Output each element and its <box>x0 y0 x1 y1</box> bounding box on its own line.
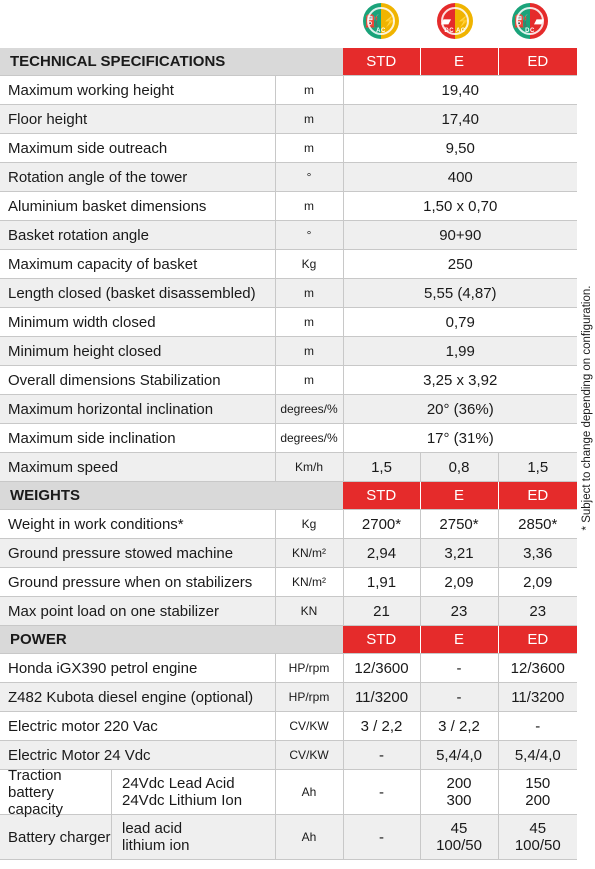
spec-label: Honda iGX390 petrol engine <box>0 654 275 683</box>
table-row <box>0 308 577 337</box>
type-line: 24Vdc Lead Acid <box>122 775 235 792</box>
spec-label: Electric motor 220 Vac <box>0 712 275 741</box>
spec-label-types <box>112 775 242 809</box>
spec-label: Maximum capacity of basket <box>0 250 275 279</box>
table-row <box>0 712 577 741</box>
spec-label: Minimum width closed <box>0 308 275 337</box>
spec-label: Maximum working height <box>0 76 275 105</box>
spec-unit: m <box>275 76 343 105</box>
spec-unit: Ah <box>275 770 343 815</box>
table-row <box>0 597 577 626</box>
table-row <box>0 250 577 279</box>
ed-hybrid-icon: ⛽ ▰ DC <box>512 3 548 39</box>
col-header-ed: ED <box>498 48 577 76</box>
spec-value-std: 3 / 2,2 <box>343 712 420 741</box>
spec-value: 1,99 <box>343 337 577 366</box>
spec-value: 90+90 <box>343 221 577 250</box>
spec-label: Length closed (basket disassembled) <box>0 279 275 308</box>
type-line: lithium ion <box>122 837 190 854</box>
spec-unit: KN/m² <box>275 539 343 568</box>
type-line: lead acid <box>122 820 183 837</box>
col-header-ed: ED <box>498 482 577 510</box>
spec-label: Overall dimensions Stabilization <box>0 366 275 395</box>
spec-value-e: 23 <box>420 597 498 626</box>
battery-icon: ▰ <box>530 3 548 39</box>
fuel-pump-icon: ⛽ <box>512 3 530 39</box>
spec-unit: m <box>275 134 343 163</box>
spec-value-std: - <box>343 741 420 770</box>
value-line: 150 <box>525 775 551 792</box>
spec-unit: Kg <box>275 250 343 279</box>
spec-value-std: 2,94 <box>343 539 420 568</box>
section-title: POWER <box>0 626 343 654</box>
col-header-std: STD <box>343 48 420 76</box>
col-header-std: STD <box>343 626 420 654</box>
spec-label: Maximum side outreach <box>0 134 275 163</box>
spec-label: Basket rotation angle <box>0 221 275 250</box>
spec-label: Ground pressure stowed machine <box>0 539 275 568</box>
table-row <box>0 741 577 770</box>
spec-value: 0,79 <box>343 308 577 337</box>
spec-label: Weight in work conditions* <box>0 510 275 539</box>
spec-value-e: 3,21 <box>420 539 498 568</box>
value-line: 100/50 <box>514 837 561 854</box>
spec-table <box>0 48 577 860</box>
spec-unit: HP/rpm <box>275 654 343 683</box>
type-line: 24Vdc Lithium Ion <box>122 792 243 809</box>
spec-label: Electric Motor 24 Vdc <box>0 741 275 770</box>
col-header-e: E <box>420 48 498 76</box>
col-header-ed: ED <box>498 626 577 654</box>
spec-unit: KN/m² <box>275 568 343 597</box>
spec-unit: Kg <box>275 510 343 539</box>
spec-value-e: 0,8 <box>420 453 498 482</box>
spec-unit: HP/rpm <box>275 683 343 712</box>
spec-value: 400 <box>343 163 577 192</box>
spec-value-ed <box>498 770 577 815</box>
table-row <box>0 279 577 308</box>
label-line: Traction battery <box>8 766 62 801</box>
table-row <box>0 221 577 250</box>
spec-unit: m <box>275 366 343 395</box>
table-row <box>0 654 577 683</box>
spec-unit: m <box>275 279 343 308</box>
spec-label: Max point load on one stabilizer <box>0 597 275 626</box>
spec-value-ed: 2850* <box>498 510 577 539</box>
table-row <box>0 366 577 395</box>
spec-unit: m <box>275 192 343 221</box>
spec-value-ed: 11/3200 <box>498 683 577 712</box>
spec-value: 9,50 <box>343 134 577 163</box>
lightning-icon: ⚡ <box>455 3 473 39</box>
spec-label-main <box>0 815 112 859</box>
spec-value: 1,50 x 0,70 <box>343 192 577 221</box>
spec-value: 17,40 <box>343 105 577 134</box>
spec-value-std: 21 <box>343 597 420 626</box>
spec-label: Minimum height closed <box>0 337 275 366</box>
section-title: TECHNICAL SPECIFICATIONS <box>0 48 343 76</box>
spec-label: Aluminium basket dimensions <box>0 192 275 221</box>
spec-label-main <box>0 766 112 818</box>
e-electric-icon: ▰ ⚡ DC AC <box>437 3 473 39</box>
col-header-e: E <box>420 482 498 510</box>
spec-unit: ° <box>275 221 343 250</box>
value-line: 200 <box>446 775 472 792</box>
spec-value-ed: - <box>498 712 577 741</box>
spec-unit: KN <box>275 597 343 626</box>
value-line: 100/50 <box>436 837 482 854</box>
fuel-pump-icon: ⛽ <box>363 3 381 39</box>
table-row <box>0 770 577 815</box>
spec-label <box>0 815 275 860</box>
spec-value-std: 12/3600 <box>343 654 420 683</box>
section-header-technical <box>0 48 577 76</box>
spec-unit: m <box>275 308 343 337</box>
spec-value-std: - <box>343 815 420 860</box>
table-row <box>0 453 577 482</box>
label-line: capacity <box>8 800 64 818</box>
spec-value-e: 2,09 <box>420 568 498 597</box>
spec-unit: degrees/% <box>275 424 343 453</box>
table-row <box>0 424 577 453</box>
table-row <box>0 192 577 221</box>
spec-value: 19,40 <box>343 76 577 105</box>
table-row <box>0 76 577 105</box>
section-title: WEIGHTS <box>0 482 343 510</box>
spec-value: 20° (36%) <box>343 395 577 424</box>
section-header-power <box>0 626 577 654</box>
spec-value-e: - <box>420 683 498 712</box>
spec-value: 250 <box>343 250 577 279</box>
table-row <box>0 105 577 134</box>
table-row <box>0 539 577 568</box>
value-line: 45 <box>529 820 547 837</box>
std-hybrid-icon: ⛽ ⚡ AC <box>363 3 399 39</box>
spec-value-e: 5,4/4,0 <box>420 741 498 770</box>
value-line: 45 <box>450 820 468 837</box>
spec-unit: ° <box>275 163 343 192</box>
label-line: Battery charger <box>8 828 111 846</box>
spec-unit: m <box>275 105 343 134</box>
section-header-weights <box>0 482 577 510</box>
spec-label: Ground pressure when on stabilizers <box>0 568 275 597</box>
table-row <box>0 134 577 163</box>
spec-unit: m <box>275 337 343 366</box>
col-header-e: E <box>420 626 498 654</box>
spec-label <box>0 766 275 818</box>
spec-value-std: - <box>343 770 420 815</box>
table-row <box>0 337 577 366</box>
spec-value-std: 11/3200 <box>343 683 420 712</box>
spec-label: Maximum horizontal inclination <box>0 395 275 424</box>
spec-value-ed: 2,09 <box>498 568 577 597</box>
spec-value-e: 3 / 2,2 <box>420 712 498 741</box>
table-row <box>0 510 577 539</box>
spec-label-types <box>112 820 190 854</box>
table-row <box>0 683 577 712</box>
spec-value-ed: 5,4/4,0 <box>498 741 577 770</box>
value-line: 200 <box>525 792 551 809</box>
spec-value-e <box>420 770 498 815</box>
value-line: 300 <box>446 792 472 809</box>
spec-unit: Ah <box>275 815 343 860</box>
spec-value: 3,25 x 3,92 <box>343 366 577 395</box>
spec-value-std: 1,5 <box>343 453 420 482</box>
spec-value: 17° (31%) <box>343 424 577 453</box>
spec-value-ed: 23 <box>498 597 577 626</box>
spec-value-ed: 3,36 <box>498 539 577 568</box>
fuel-type-icons <box>0 0 595 48</box>
spec-value: 5,55 (4,87) <box>343 279 577 308</box>
col-header-std: STD <box>343 482 420 510</box>
spec-value-e: 2750* <box>420 510 498 539</box>
table-row <box>0 815 577 860</box>
footnote-vertical: * Subject to change depending on configuration. <box>580 285 593 531</box>
spec-value-ed: 12/3600 <box>498 654 577 683</box>
spec-label: Floor height <box>0 105 275 134</box>
spec-label: Maximum side inclination <box>0 424 275 453</box>
spec-label: Maximum speed <box>0 453 275 482</box>
table-row <box>0 395 577 424</box>
spec-unit: Km/h <box>275 453 343 482</box>
table-row <box>0 568 577 597</box>
spec-value-e <box>420 815 498 860</box>
spec-unit: CV/KW <box>275 741 343 770</box>
spec-unit: degrees/% <box>275 395 343 424</box>
spec-value-e: - <box>420 654 498 683</box>
spec-label: Rotation angle of the tower <box>0 163 275 192</box>
battery-icon: ▰ <box>437 3 455 39</box>
table-row <box>0 163 577 192</box>
spec-value-ed <box>498 815 577 860</box>
spec-value-ed: 1,5 <box>498 453 577 482</box>
spec-value-std: 1,91 <box>343 568 420 597</box>
spec-value-std: 2700* <box>343 510 420 539</box>
lightning-icon: ⚡ <box>381 3 399 39</box>
spec-label: Z482 Kubota diesel engine (optional) <box>0 683 275 712</box>
spec-unit: CV/KW <box>275 712 343 741</box>
